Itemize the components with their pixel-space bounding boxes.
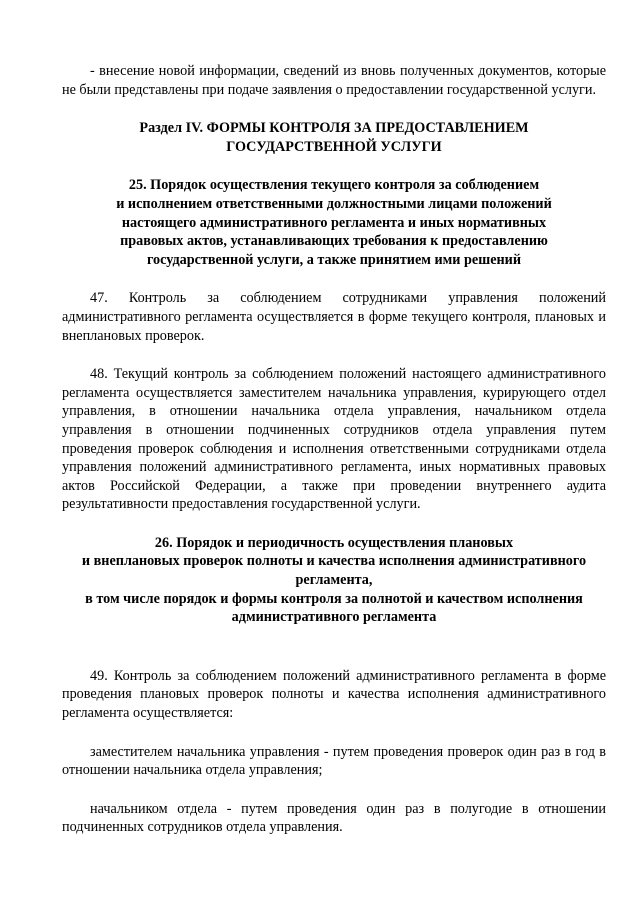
heading-25 <box>62 176 606 269</box>
heading-25-line: правовых актов, устанавливающих требования к предоставлению <box>120 233 548 250</box>
section-title-line2: ГОСУДАРСТВЕННОЙ УСЛУГИ <box>226 138 442 155</box>
paragraph-head-checks: начальником отдела - путем проведения один раз в полугодие в отношении подчиненных сотрудников отдела управления. <box>62 800 606 836</box>
heading-25-line: 25. Порядок осуществления текущего контроля за соблюдением <box>128 177 540 194</box>
heading-25-line: и исполнением ответственными должностными лицами положений <box>116 195 552 212</box>
paragraph-intro: - внесение новой информации, сведений из вновь полученных документов, которые не были представлены при подаче заявления о предоставлении государственной услуги. <box>62 63 606 98</box>
heading-26-line: административного регламента <box>231 609 437 626</box>
heading-25-line: государственной услуги, а также принятием ими решений <box>146 251 522 268</box>
heading-26-line: в том числе порядок и формы контроля за полнотой и качеством исполнения <box>85 590 583 607</box>
heading-26-line: и внеплановых проверок полноты и качества исполнения административного <box>81 553 587 570</box>
section-title-line1: Раздел IV. ФОРМЫ КОНТРОЛЯ ЗА ПРЕДОСТАВЛЕНИЕМ <box>139 120 529 137</box>
heading-25-line: настоящего административного регламента и иных нормативных <box>121 214 547 231</box>
paragraph-deputy-checks: заместителем начальника управления - путем проведения проверок один раз в год в отношении начальника отдела управления; <box>62 743 606 779</box>
heading-26-line: регламента, <box>295 572 373 589</box>
paragraph-47: 47. Контроль за соблюдением сотрудниками управления положений административного регламента осуществляется в форме текущего контроля, плановых и внеплановых проверок. <box>62 290 606 344</box>
heading-26 <box>62 534 606 627</box>
paragraph-49: 49. Контроль за соблюдением положений административного регламента в форме проведения плановых проверок полноты и качества исполнения административного регламента осуществляется: <box>62 667 606 722</box>
paragraph-48: 48. Текущий контроль за соблюдением положений настоящего административного регламента осуществляется заместителем начальника управления, курирующего отдел управления, в отношении начальника отдела управления, начальником отдела управления в отношении подчиненных сотрудников отдела управления путем проведения проверок соблюдения и исполнения ответственными сотрудниками отдела управления положений административного регламента, иных нормативных правовых актов Российской Федерации, а также при проведении внутреннего аудита результативности предоставления государственной услуги. <box>62 366 606 513</box>
section-title <box>62 119 606 156</box>
heading-26-line: 26. Порядок и периодичность осуществления плановых <box>154 534 514 551</box>
